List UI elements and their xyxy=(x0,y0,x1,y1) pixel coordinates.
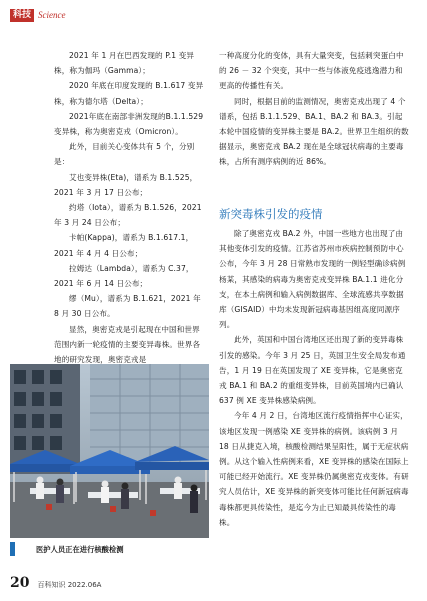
right-column-top xyxy=(219,48,410,170)
publication-info: 百科知识 2022.06A xyxy=(37,581,102,589)
paragraph: 2021 年 1 月在巴西发现的 P.1 变异株，称为伽玛（Gamma）； xyxy=(54,51,195,76)
section-header xyxy=(10,8,66,22)
paragraph: 卡帕(Kappa)，谱系为 B.1.617.1，2021 年 4 月 4 日公布； xyxy=(54,233,194,258)
paragraph: 此外，英国和中国台湾地区还出现了新的变异毒株引发的感染。今年 3 月 25 日，英国卫生安全局发布通告，1 月 19 日在英国发现了 XE 变异株，它是奥密克戎 BA.1 和 BA.2 的重组变异株，目前英国境内已确认 637 例 XE 变异株感染病例。 xyxy=(219,335,406,406)
section-en: Science xyxy=(38,10,66,20)
section-title: 新突毒株引发的疫情 xyxy=(219,207,323,221)
paragraph: 约塔（Iota），谱系为 B.1.526，2021 年 3 月 24 日公布； xyxy=(54,203,202,228)
paragraph: 除了奥密克戎 BA.2 外，中国一些地方也出现了由其他变体引发的疫情。江苏省苏州市疾病控制预防中心公布，今年 3 月 28 日常熟市发现的一例轻型确诊病例杨某，其感染的病毒为奥密克戎变异株 BA.1.1 进化分支，在本土病例和输入病例数据库、全球流感共享数据库（GISAID）中均未发现新冠病毒基因组高度同源序列。 xyxy=(219,229,406,330)
left-column xyxy=(54,48,204,367)
right-column-bottom xyxy=(219,226,410,530)
testing-site-photo xyxy=(10,364,209,538)
paragraph: 一种高度分化的变体，具有大量突变，包括刺突蛋白中的 26 － 32 个突变，其中一些与体液免疫逃逸潜力和更高的传播性有关。 xyxy=(219,51,404,91)
caption-marker xyxy=(10,542,15,556)
photo-caption: 医护人员正在进行核酸检测 xyxy=(36,545,124,554)
paragraph: 艾也变异株(Eta)，谱系为 B.1.525，2021 年 3 月 17 日公布； xyxy=(54,172,198,197)
page-number: 20 xyxy=(10,575,30,591)
paragraph: 2021年底在南部非洲发现的B.1.1.529变异株，称为奥密克戎（Omicron）。 xyxy=(54,111,204,137)
page-footer xyxy=(10,575,101,591)
paragraph: 拉姆达（Lambda），谱系为 C.37，2021 年 6 月 14 日公布； xyxy=(54,263,194,289)
paragraph: 此外，目前关心变体共有 5 个，分别是： xyxy=(54,142,195,167)
paragraph: 同时，根据目前的监测情况，奥密克戎出现了 4 个谱系，包括 B.1.1.529、BA.1、BA.2 和 BA.3。引起本轮中国疫情的变异株主要是 BA.2。世界卫生组织的数据显示，奥密克戎 BA.2 现在是全球冠状病毒的主要毒株，占所有测序病例的近 86%。 xyxy=(219,96,409,167)
paragraph: 缪（Mu），谱系为 B.1.621，2021 年 8 月 30 日公布。 xyxy=(54,294,201,319)
paragraph: 显然，奥密克戎是引起现在中国和世界范围内新一轮疫情的主要变异毒株。世界各地的研究发现，奥密克戎是 xyxy=(54,324,201,365)
paragraph: 今年 4 月 2 日，台湾地区流行疫情指挥中心证实，该地区发现一例感染 XE 变异株的病例。该病例 3 月 18 日从捷克入境，核酸检测结果呈阳性，属于无症状病例。从这个输入性病例来看，XE 变异株的感染在国际上可能已经开始流行。XE 变异株仍属奥密克戎变体。有研究人员估计，XE 变异株的新突变体可能比任何新冠病毒毒株都更具传染性，是迄今为止已知最具传染性的毒株。 xyxy=(219,411,409,527)
paragraph: 2020 年底在印度发现的 B.1.617 变异株，称为德尔塔（Delta）； xyxy=(54,81,204,106)
section-tag: 科技 xyxy=(10,9,34,22)
